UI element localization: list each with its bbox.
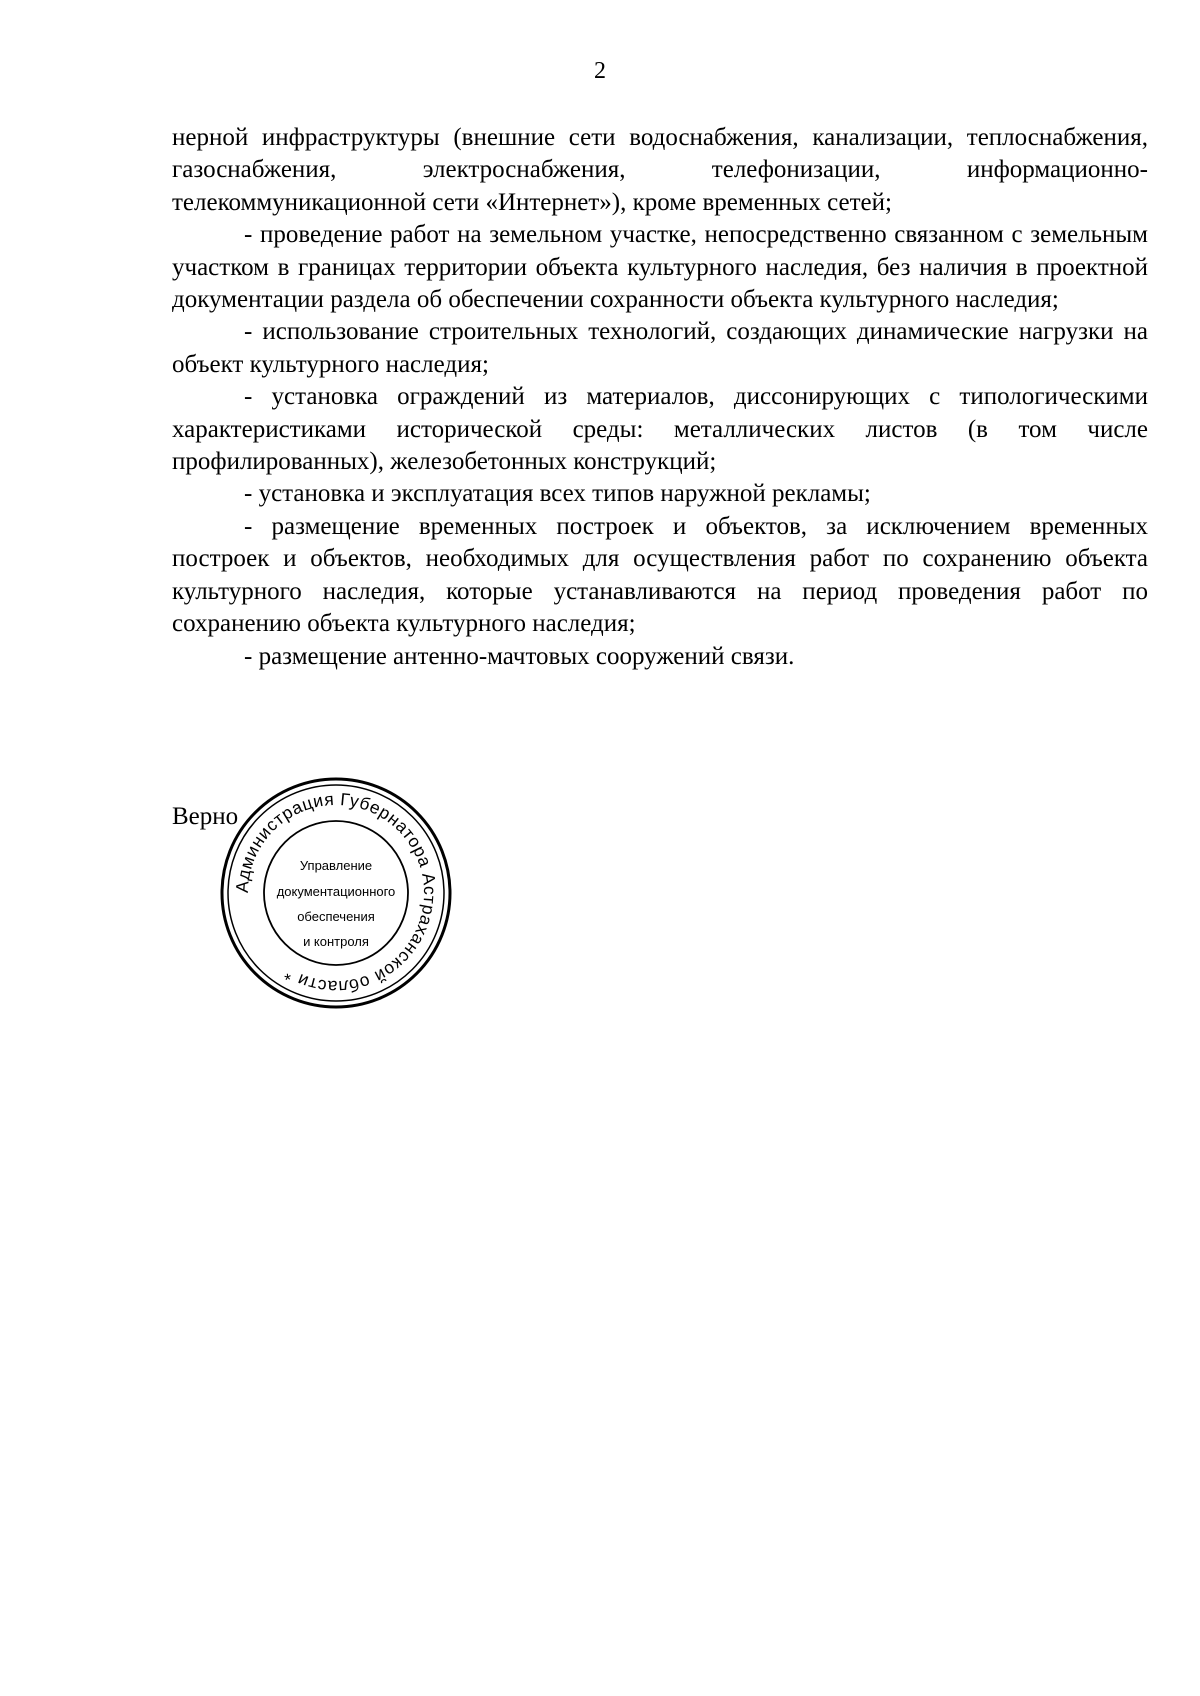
signature-label: Верно	[172, 803, 239, 830]
stamp-center-line: и контроля	[303, 934, 369, 949]
paragraph-7: - размещение антенно-мачтовых сооружений связи.	[244, 642, 795, 670]
stamp-seal-graphic	[218, 775, 454, 1011]
paragraph-5: - установка и эксплуатация всех типов наружной рекламы;	[244, 480, 871, 508]
paragraph-2: - проведение работ на земельном участке, непосредственно связанном с земельным участком в границах территории объекта культурного наследия, без наличия в проектной документации раздела об обеспечении сохранности объекта культурного наследия;	[172, 221, 1148, 314]
stamp-ring-text: Администрация Губернатора Астраханской области *	[231, 788, 441, 998]
stamp-center-line: документационного	[276, 884, 396, 899]
paragraph-3: - использование строительных технологий, создающих динамические нагрузки на объект культурного наследия;	[172, 318, 1148, 378]
paragraph-1: нерной инфраструктуры (внешние сети водоснабжения, канализации, теплоснабжения, газоснабжения, электроснабжения, телефонизации, информационно-телекоммуникационной сети «Интернет»), кроме временных сетей;	[172, 124, 1148, 216]
official-stamp	[218, 775, 454, 1011]
paragraph-6: - размещение временных построек и объектов, за исключением временных построек и объектов, необходимых для осуществления работ по сохранению объекта культурного наследия, которые устанавливаются на период проведения работ по сохранению объекта культурного наследия;	[172, 512, 1148, 638]
stamp-center-line: Управление	[299, 858, 373, 873]
document-body	[172, 122, 1148, 673]
paragraph-4: - установка ограждений из материалов, диссонирующих с типологическими характеристиками исторической среды: металлических листов (в том числе профилированных), железобетонных конструкций;	[172, 383, 1148, 476]
stamp-center-line: обеспечения	[297, 909, 375, 924]
page-number: 2	[594, 58, 606, 84]
